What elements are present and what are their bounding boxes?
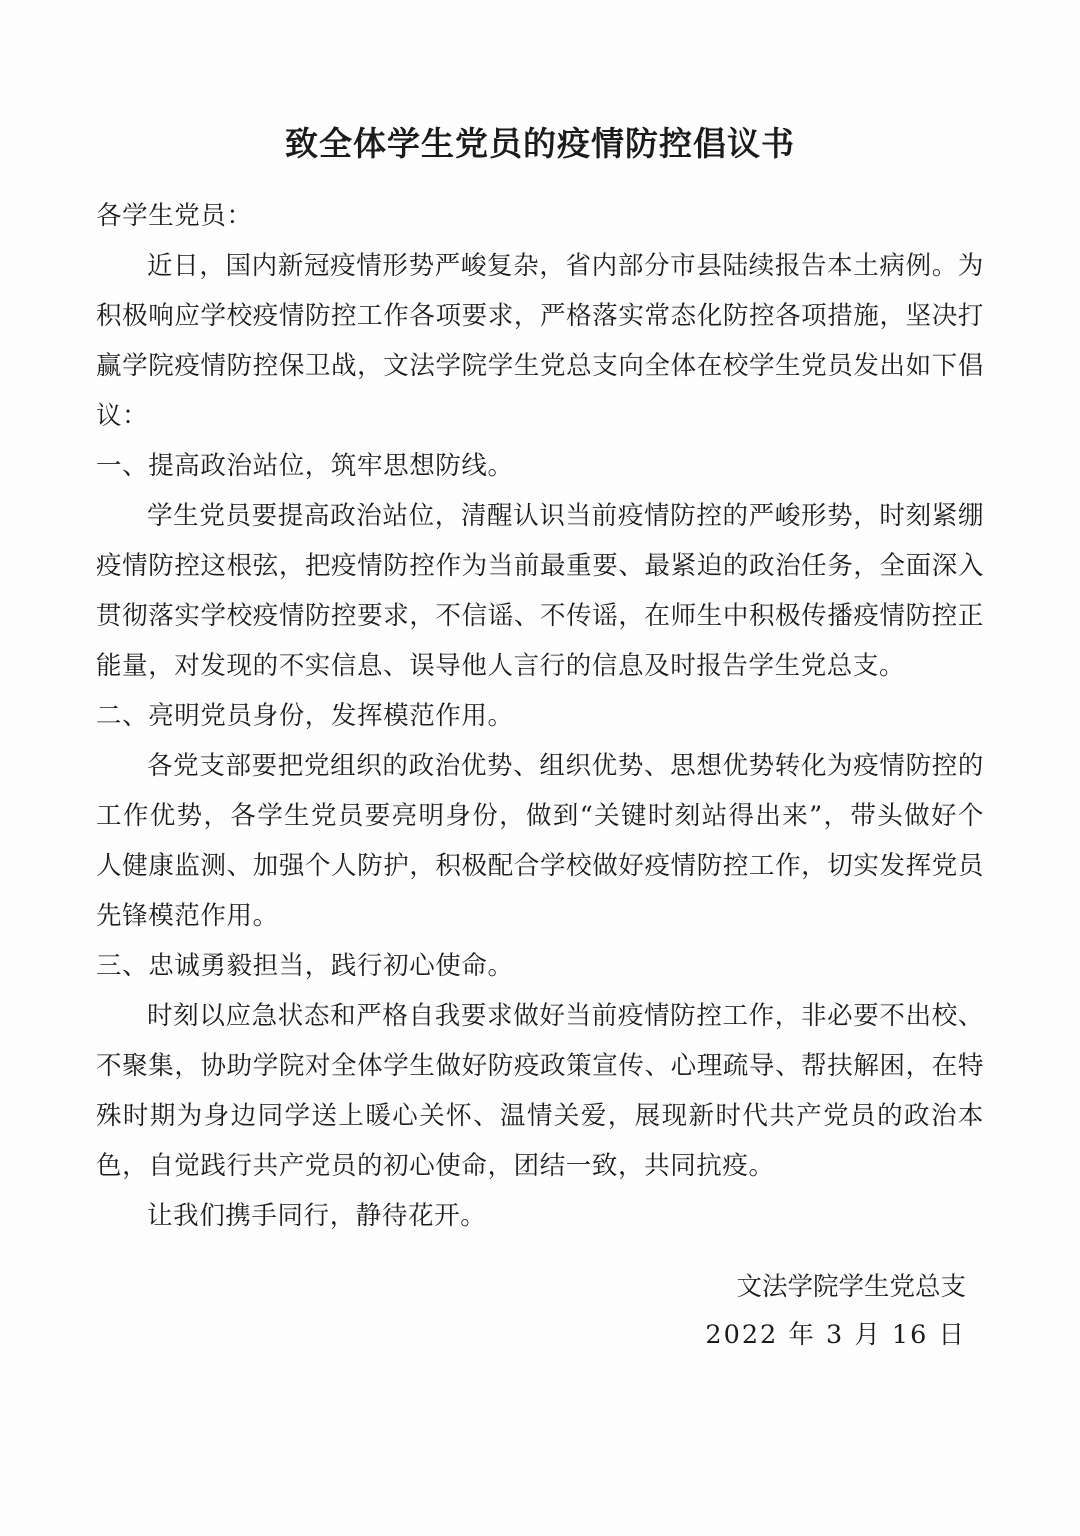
section-heading-one: 一、提高政治站位，筑牢思想防线。 bbox=[96, 451, 514, 481]
paragraph-section-one: 学生党员要提高政治站位，清醒认识当前疫情防控的严峻形势，时刻紧绷疫情防控这根弦，把疫情防控作为当前最重要、最紧迫的政治任务，全面深入贯彻落实学校疫情防控要求，不信谣、不传谣，在师生中积极传播疫情防控正能量，对发现的不实信息、误导他人言行的信息及时报告学生党总支。 bbox=[96, 501, 984, 681]
signature-date: 2022 年 3 月 16 日 bbox=[705, 1320, 966, 1350]
paragraph-intro: 近日，国内新冠疫情形势严峻复杂，省内部分市县陆续报告本土病例。为积极响应学校疫情防控工作各项要求，严格落实常态化防控各项措施，坚决打赢学院疫情防控保卫战，文法学院学生党总支向全体在校学生党员发出如下倡议： bbox=[96, 251, 984, 431]
paragraph-section-two: 各党支部要把党组织的政治优势、组织优势、思想优势转化为疫情防控的工作优势，各学生党员要亮明身份，做到“关键时刻站得出来”，带头做好个人健康监测、加强个人防护，积极配合学校做好疫情防控工作，切实发挥党员先锋模范作用。 bbox=[96, 751, 984, 931]
salutation: 各学生党员： bbox=[96, 201, 253, 231]
section-heading-two: 二、亮明党员身份，发挥模范作用。 bbox=[96, 701, 514, 731]
paragraph-section-three: 时刻以应急状态和严格自我要求做好当前疫情防控工作，非必要不出校、不聚集，协助学院对全体学生做好防疫政策宣传、心理疏导、帮扶解困，在特殊时期为身边同学送上暖心关怀、温情关爱，展现新时代共产党员的政治本色，自觉践行共产党员的初心使命，团结一致，共同抗疫。 bbox=[96, 1001, 984, 1181]
signature-organization: 文法学院学生党总支 bbox=[736, 1272, 966, 1302]
document-body bbox=[96, 191, 984, 1241]
signature-block bbox=[96, 1263, 984, 1359]
section-heading-three: 三、忠诚勇毅担当，践行初心使命。 bbox=[96, 951, 514, 981]
page-title: 致全体学生党员的疫情防控倡议书 bbox=[285, 124, 795, 163]
paragraph-closing: 让我们携手同行，静待花开。 bbox=[147, 1201, 487, 1231]
